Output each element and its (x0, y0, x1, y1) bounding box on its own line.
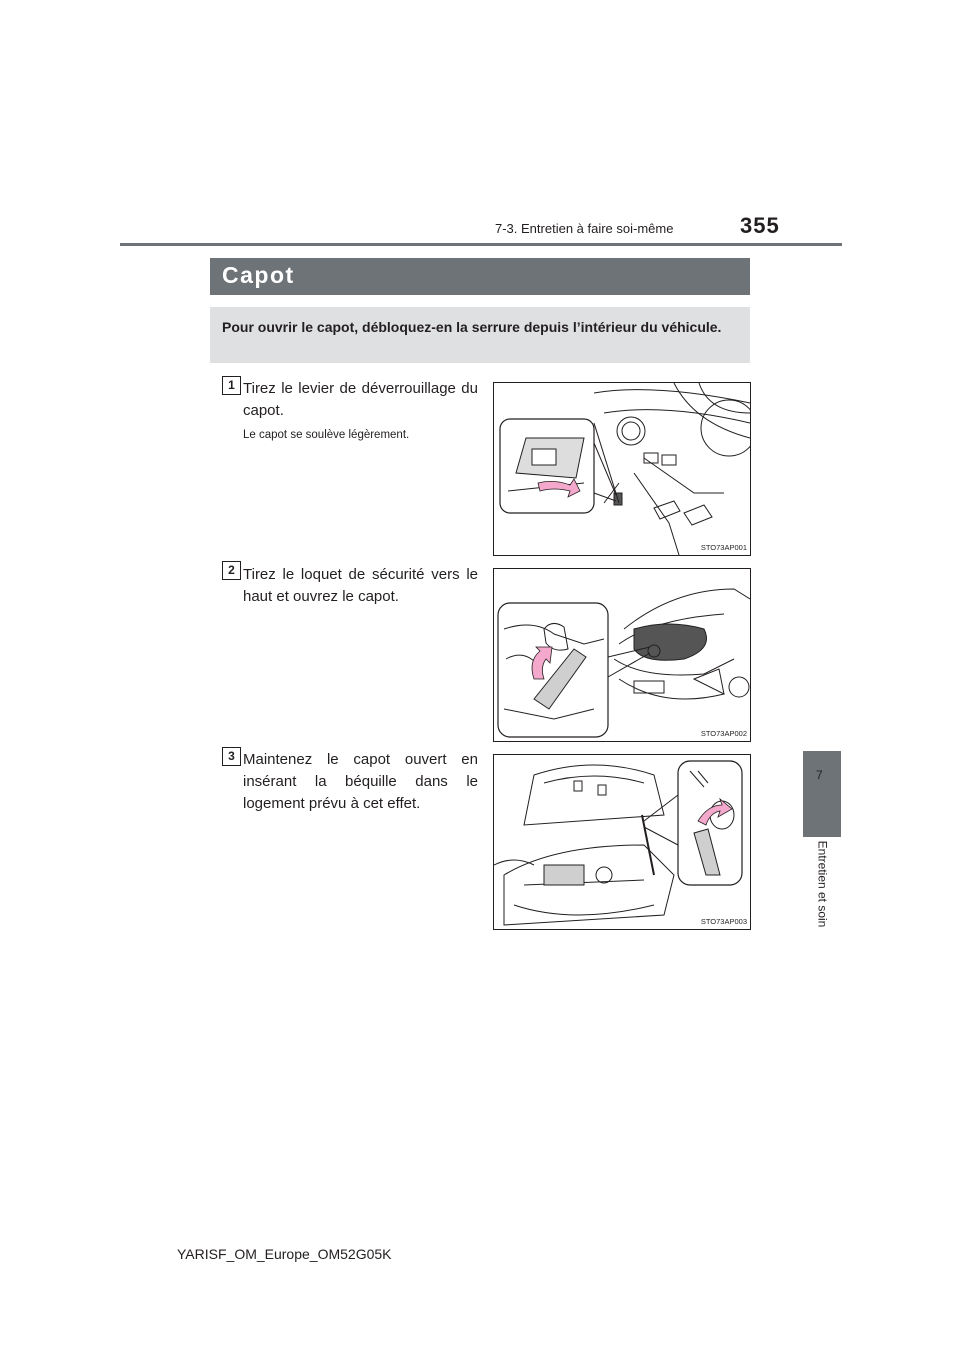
document-footer: YARISF_OM_Europe_OM52G05K (177, 1246, 392, 1262)
step-3-badge: 3 (222, 747, 241, 766)
figure-safety-latch (493, 568, 751, 742)
safety-latch-illustration (494, 569, 750, 741)
step-2-text: Tirez le loquet de sécurité vers le haut et ouvrez le capot. (243, 566, 478, 605)
hood-rod-illustration (494, 755, 750, 929)
step-3-text: Maintenez le capot ouvert en insérant la béquille dans le logement prévu à cet effet. (243, 751, 478, 812)
figure-hood-support-rod (493, 754, 751, 930)
chapter-number: 7 (816, 768, 823, 782)
hood-release-illustration (494, 383, 750, 555)
section-title: Capot (222, 262, 295, 288)
chapter-title (783, 840, 861, 928)
step-1-badge: 1 (222, 376, 241, 395)
figure-2-code: STO73AP002 (700, 729, 747, 738)
chapter-title-text: Entretien et soin (815, 840, 829, 928)
page-number: 355 (740, 213, 780, 238)
step-1-text: Tirez le levier de déverrouillage du capot. (243, 380, 478, 419)
figure-1-code: STO73AP001 (700, 543, 747, 552)
step-2-badge: 2 (222, 561, 241, 580)
figure-3-code: STO73AP003 (700, 917, 747, 926)
header-rule (120, 243, 842, 246)
figure-hood-release-lever (493, 382, 751, 556)
intro-text: Pour ouvrir le capot, débloquez-en la serrure depuis l’intérieur du véhicule. (222, 319, 722, 335)
running-header: 7-3. Entretien à faire soi-même (495, 221, 674, 236)
step-1-note: Le capot se soulève légèrement. (243, 429, 410, 441)
chapter-tab (803, 751, 841, 837)
